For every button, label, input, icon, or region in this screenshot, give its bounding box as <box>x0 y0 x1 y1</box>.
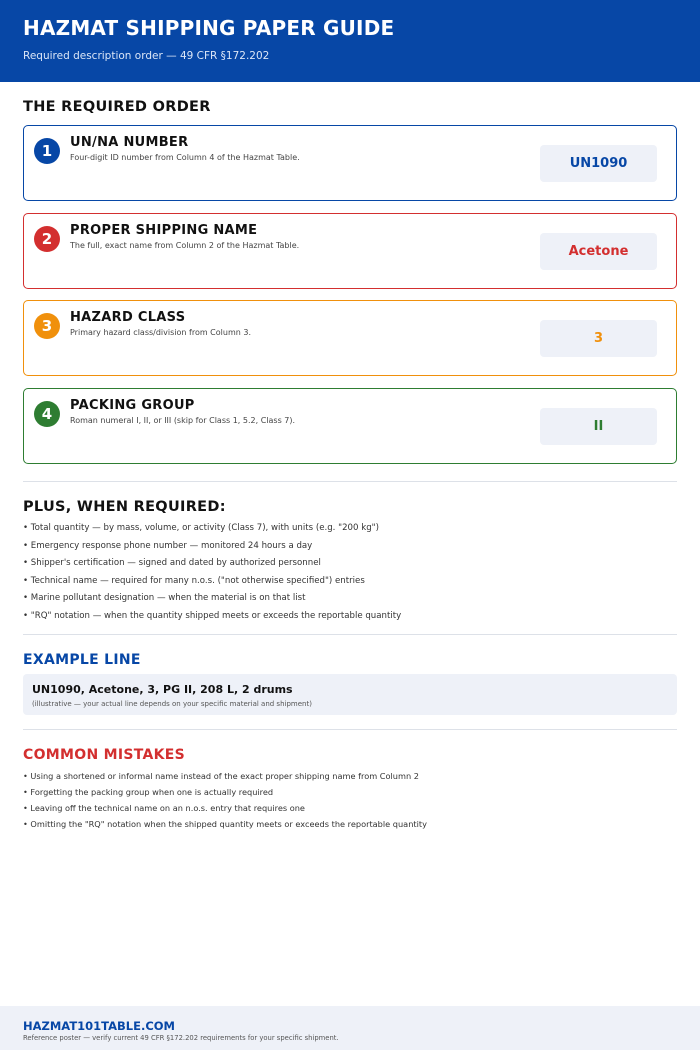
list-item: • Total quantity — by mass, volume, or activity (Class 7), with units (e.g. "200 kg") <box>23 523 379 533</box>
list-item: • Forgetting the packing group when one is actually required <box>23 787 274 797</box>
card-title: PACKING GROUP <box>70 398 195 413</box>
list-item: • Using a shortened or informal name instead of the exact proper shipping name from Column 2 <box>23 771 419 781</box>
page-title: HAZMAT SHIPPING PAPER GUIDE <box>23 16 395 40</box>
card-title: HAZARD CLASS <box>70 310 186 325</box>
card-title: PROPER SHIPPING NAME <box>70 223 258 238</box>
mistakes-heading: COMMON MISTAKES <box>23 747 186 763</box>
footer <box>0 1006 700 1050</box>
example-note: (illustrative — your actual line depends on your specific material and shipment) <box>32 700 312 708</box>
when-required-heading: PLUS, WHEN REQUIRED: <box>23 499 226 515</box>
list-item: • Shipper's certification — signed and dated by authorized personnel <box>23 558 321 568</box>
list-item: • "RQ" notation — when the quantity shipped meets or exceeds the reportable quantity <box>23 611 402 621</box>
example-heading: EXAMPLE LINE <box>23 652 141 668</box>
list-item: • Leaving off the technical name on an n.o.s. entry that requires one <box>23 803 305 813</box>
order-card-un-number <box>23 125 677 201</box>
card-description: Four-digit ID number from Column 4 of the Hazmat Table. <box>70 153 300 162</box>
list-item: • Marine pollutant designation — when the material is on that list <box>23 593 306 603</box>
page-subtitle: Required description order — 49 CFR §172.202 <box>23 50 270 62</box>
card-description: Primary hazard class/division from Column 3. <box>70 328 251 337</box>
list-item: • Emergency response phone number — monitored 24 hours a day <box>23 541 313 551</box>
section-divider <box>23 729 677 730</box>
required-order-heading: THE REQUIRED ORDER <box>23 99 211 115</box>
order-card-hazard-class <box>23 300 677 376</box>
section-divider <box>23 634 677 635</box>
footer-brand: HAZMAT101TABLE.COM <box>23 1019 175 1033</box>
step-number-badge: 3 <box>34 313 60 339</box>
list-item: • Omitting the "RQ" notation when the shipped quantity meets or exceeds the reportable quantity <box>23 819 427 829</box>
footer-note: Reference poster — verify current 49 CFR §172.202 requirements for your specific shipment. <box>23 1034 339 1042</box>
header-banner <box>0 0 700 82</box>
card-example-value: UN1090 <box>540 145 657 182</box>
example-description-line: UN1090, Acetone, 3, PG II, 208 L, 2 drums <box>32 683 293 696</box>
step-number-badge: 1 <box>34 138 60 164</box>
example-box <box>23 674 677 715</box>
card-title: UN/NA NUMBER <box>70 135 189 150</box>
order-card-packing-group <box>23 388 677 464</box>
section-divider <box>23 481 677 482</box>
step-number-badge: 2 <box>34 226 60 252</box>
card-example-value: Acetone <box>540 233 657 270</box>
order-card-proper-shipping-name <box>23 213 677 289</box>
step-number-badge: 4 <box>34 401 60 427</box>
card-example-value: 3 <box>540 320 657 357</box>
card-description: Roman numeral I, II, or III (skip for Class 1, 5.2, Class 7). <box>70 416 296 425</box>
list-item: • Technical name — required for many n.o.s. ("not otherwise specified") entries <box>23 576 365 586</box>
card-description: The full, exact name from Column 2 of the Hazmat Table. <box>70 241 300 250</box>
card-example-value: II <box>540 408 657 445</box>
